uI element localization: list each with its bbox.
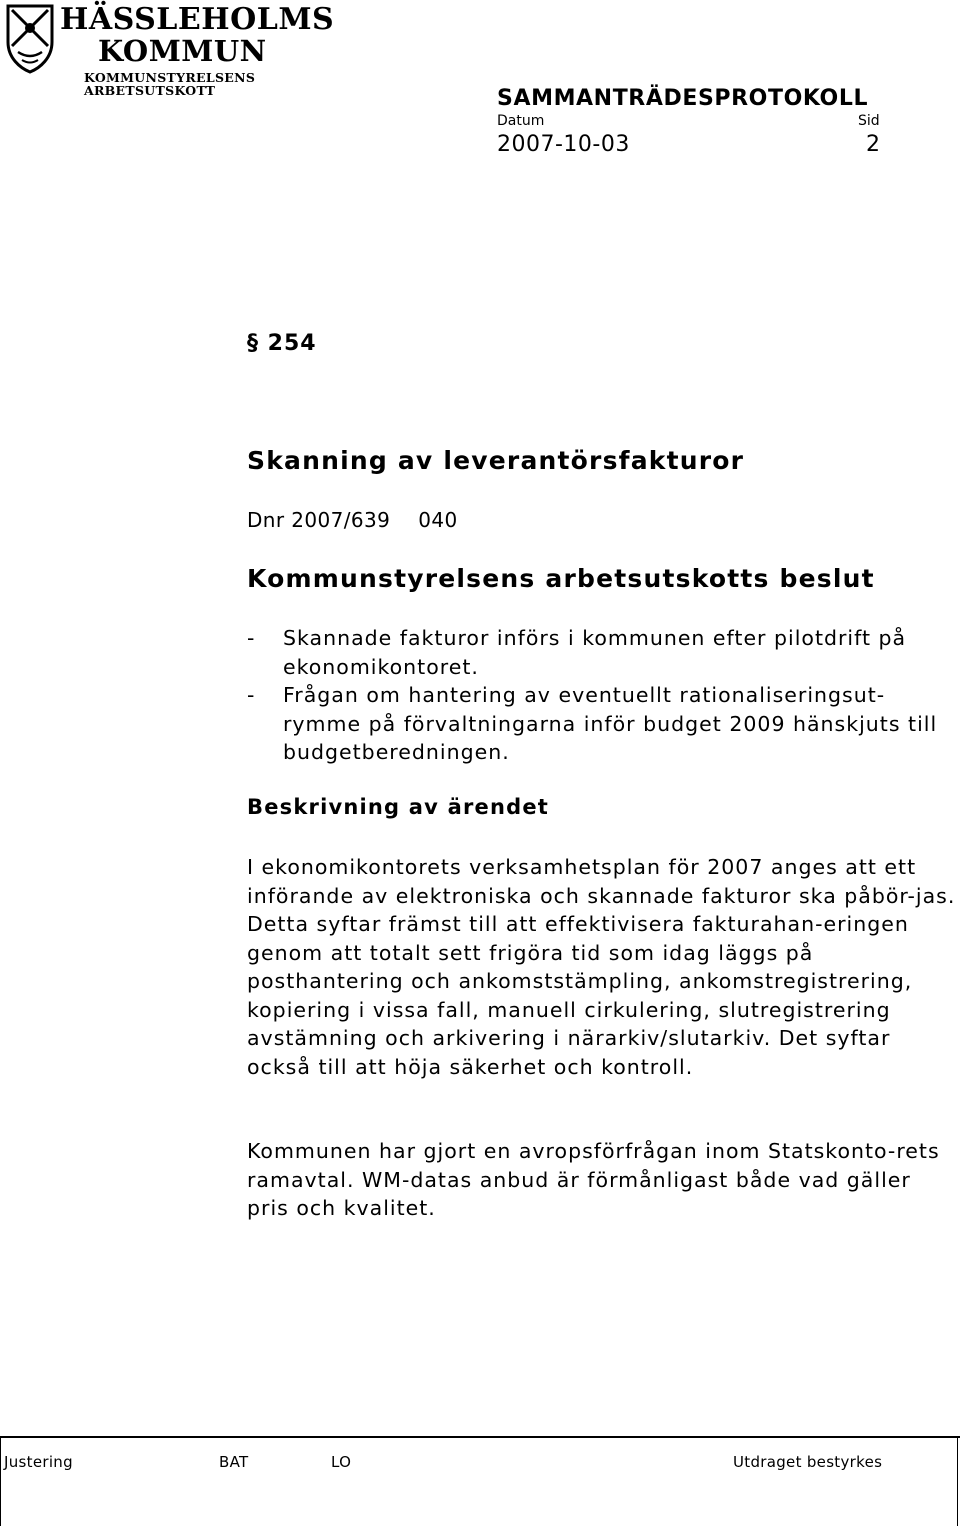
page-number: 2 [866,132,880,157]
case-number-label: Dnr 2007/639 [247,508,391,532]
document-type: SAMMANTRÄDESPROTOKOLL [497,86,869,111]
municipality-logo [4,2,335,100]
footer-justering: Justering [4,1453,73,1471]
footer-initials-bat: BAT [219,1453,249,1471]
paragraph-number: § 254 [247,331,317,356]
coat-of-arms-icon [4,2,56,74]
logo-board: KOMMUNSTYRELSENS [84,70,256,85]
decision-heading: Kommunstyrelsens arbetsutskotts beslut [247,564,875,593]
list-dash: - [247,626,256,650]
logo-kommun: KOMMUN [98,34,267,68]
footer-border [0,1438,1,1526]
body-paragraph: Kommunen har gjort en avropsförfrågan inom Statskonto-rets ramavtal. WM-datas anbud är förmånligast både vad gäller pris och kvalitet. [247,1139,940,1220]
list-item-text: Frågan om hantering av eventuellt rationaliseringsut-rymme på förvaltningarna inför budget 2009 hänskjuts till budgetberedningen. [283,683,938,764]
logo-text [60,4,334,97]
list-item [247,624,947,681]
date-label: Datum [497,113,545,129]
list-item [247,681,947,767]
footer-border [957,1438,958,1526]
decision-list [247,624,947,767]
logo-municipality-name: HÄSSLEHOLMS [60,2,335,37]
list-dash: - [247,683,256,707]
description-heading: Beskrivning av ärendet [247,795,550,819]
case-code: 040 [418,508,458,532]
page-label: Sid [858,113,880,129]
footer-certified: Utdraget bestyrkes [733,1453,883,1471]
footer-divider [0,1436,960,1438]
body-paragraph: I ekonomikontorets verksamhetsplan för 2007 anges att ett införande av elektroniska och skannade fakturor ska påbör-jas. Detta syftar främst till att effektivisera fakturahan-eringen genom att totalt sett frigöra tid som idag läggs på posthantering och ankomststämpling, ankomstregistrering, kopiering i vissa fall, manuell cirkulering, slutregistrering avstämning och arkivering i närarkiv/slutarkiv. Det syftar också till att höja säkerhet och kontroll. [247,855,956,1079]
list-item-text: Skannade fakturor införs i kommunen efter pilotdrift på ekonomikontoret. [283,626,907,679]
footer-initials-lo: LO [331,1453,352,1471]
logo-committee: ARBETSUTSKOTT [84,83,216,98]
page-title: Skanning av leverantörsfakturor [247,446,745,475]
case-number [247,508,458,532]
date-value: 2007-10-03 [497,132,630,157]
